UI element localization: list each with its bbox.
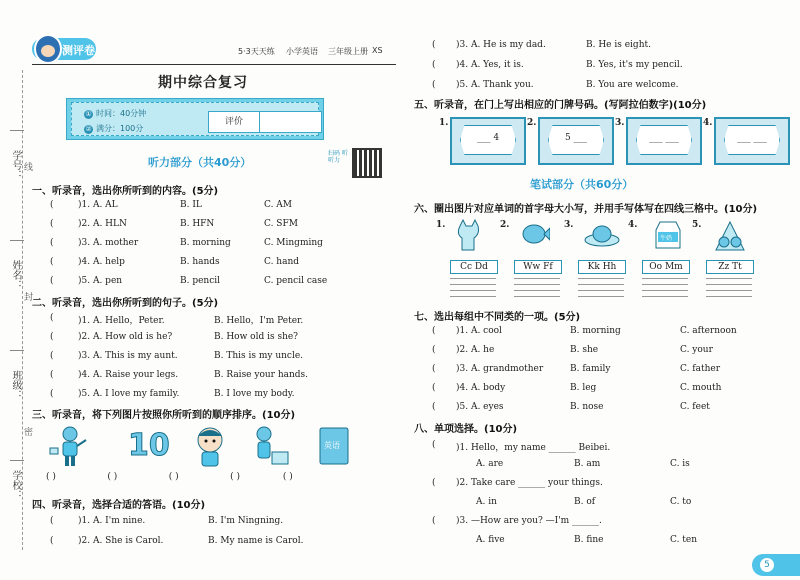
letter-choice[interactable]: Ww Ff bbox=[514, 260, 562, 274]
answer-blank[interactable]: ( bbox=[432, 40, 436, 50]
zoo-animals-icon bbox=[714, 218, 746, 252]
section-1-title: 一、听录音，选出你所听到的内容。(5分) bbox=[32, 186, 219, 197]
option-c: C. father bbox=[680, 364, 721, 374]
option-a: )5. A. pen bbox=[78, 276, 123, 286]
answer-blank[interactable]: ( bbox=[50, 313, 54, 323]
door-number-label: 3. bbox=[615, 118, 625, 128]
option-c: C. feet bbox=[680, 402, 710, 412]
option-c: C. pencil case bbox=[264, 276, 328, 286]
page-number-tab bbox=[752, 554, 800, 576]
question-text: )3. —How are you? —I'm ______. bbox=[456, 516, 602, 526]
option-a: )5. A. I love my family. bbox=[78, 389, 180, 399]
option-a: )3. A. He is my dad. bbox=[456, 40, 546, 50]
picture-number: 3. bbox=[564, 220, 574, 230]
answer-blank[interactable]: ( bbox=[432, 80, 436, 90]
full-score-text: 满分：100分 bbox=[96, 124, 144, 133]
option-c: C. is bbox=[670, 459, 690, 469]
option-b: B. family bbox=[570, 364, 611, 374]
option-c: C. Mingming bbox=[264, 238, 323, 248]
time-row bbox=[84, 108, 146, 119]
answer-blank[interactable]: ( bbox=[432, 326, 436, 336]
answer-blank[interactable]: ( bbox=[432, 383, 436, 393]
binding-gutter bbox=[8, 70, 34, 550]
door-number-text: ___ ___ bbox=[737, 133, 767, 143]
answer-blank[interactable]: ( bbox=[50, 516, 54, 526]
option-a: )4. A. help bbox=[78, 257, 125, 267]
option-a: )4. A. Raise your legs. bbox=[78, 370, 179, 380]
mascot-icon bbox=[34, 34, 62, 64]
picture-number: 1. bbox=[436, 220, 446, 230]
option-a: )3. A. grandmother bbox=[456, 364, 544, 374]
grid-line bbox=[706, 296, 752, 297]
school-line bbox=[10, 460, 24, 461]
option-b: B. nose bbox=[570, 402, 604, 412]
grid-line bbox=[706, 278, 752, 279]
option-b: B. pencil bbox=[180, 276, 221, 286]
door-number-label: 2. bbox=[527, 118, 537, 128]
section-6-title: 六、圈出图片对应单词的首字母大小写，并用手写体写在四线三格中。(10分) bbox=[414, 204, 758, 215]
door-number-label: 1. bbox=[439, 118, 449, 128]
option-b: B. Raise your hands. bbox=[214, 370, 309, 380]
badge-label: 测评卷 bbox=[62, 44, 95, 57]
grid-line bbox=[450, 278, 496, 279]
option-a: )3. A. This is my aunt. bbox=[78, 351, 178, 361]
grid-line bbox=[642, 284, 688, 285]
grid-line bbox=[578, 278, 624, 279]
scan-listen-label: 扫码 听听力 bbox=[328, 150, 348, 164]
picture-number: 4. bbox=[628, 220, 638, 230]
cut-mark-xian: 线 bbox=[24, 163, 34, 173]
answer-blank[interactable]: ( bbox=[50, 370, 54, 380]
grid-line bbox=[642, 290, 688, 291]
subject-label: 小学英语 bbox=[286, 47, 318, 56]
question-text: )2. Take care ______ your things. bbox=[456, 478, 603, 488]
answer-blank[interactable]: ( bbox=[50, 536, 54, 546]
answer-blank[interactable]: ( bbox=[432, 402, 436, 412]
four-line-grid[interactable] bbox=[642, 258, 688, 302]
option-c: C. hand bbox=[264, 257, 300, 267]
option-a: A. are bbox=[476, 459, 504, 469]
door-plate bbox=[527, 117, 614, 165]
option-b: B. You are welcome. bbox=[586, 80, 679, 90]
number-ten-picture: 10 bbox=[128, 428, 170, 463]
answer-blank[interactable]: ( bbox=[50, 351, 54, 361]
section-7-title: 七、选出每组中不同类的一项。(5分) bbox=[414, 312, 581, 323]
four-line-grid[interactable] bbox=[514, 258, 560, 302]
option-a: )1. A. AL bbox=[78, 200, 118, 210]
grid-line bbox=[514, 284, 560, 285]
option-b: B. she bbox=[570, 345, 599, 355]
section-4-title: 四、听录音，选择合适的答语。(10分) bbox=[32, 500, 206, 511]
grid-line bbox=[578, 290, 624, 291]
option-b: B. I'm Ningning. bbox=[208, 516, 284, 526]
option-a: A. in bbox=[476, 497, 497, 507]
answer-blank[interactable]: ( bbox=[432, 478, 436, 488]
door-number-text: ___ ___ bbox=[649, 133, 679, 143]
option-b: B. IL bbox=[180, 200, 202, 210]
student-id-label: 学号： bbox=[10, 150, 21, 180]
order-blanks: ( ) ( ) ( ) ( ) ( ) bbox=[46, 472, 293, 482]
door-number-text: 5 ___ bbox=[564, 133, 588, 143]
answer-blank[interactable]: ( bbox=[50, 238, 54, 248]
section-2-title: 二、听录音，选出你所听到的句子。(5分) bbox=[32, 298, 219, 309]
option-b: B. Yes, it's my pencil. bbox=[586, 60, 683, 70]
option-b: B. morning bbox=[180, 238, 231, 248]
school-label: 学校： bbox=[10, 470, 21, 500]
four-line-grid[interactable] bbox=[578, 258, 624, 302]
section-5-title: 五、听录音，在门上写出相应的门牌号码。(写阿拉伯数字)(10分) bbox=[414, 100, 707, 111]
option-b: B. HFN bbox=[180, 219, 215, 229]
test-badge bbox=[32, 38, 96, 60]
grid-line bbox=[578, 296, 624, 297]
grid-line bbox=[642, 278, 688, 279]
four-line-grid[interactable] bbox=[706, 258, 752, 302]
option-a: )5. A. eyes bbox=[456, 402, 504, 412]
option-b: B. Hello，I'm Peter. bbox=[214, 316, 304, 326]
cat-icon bbox=[454, 218, 482, 252]
option-c: C. AM bbox=[264, 200, 293, 210]
letter-choice[interactable]: Oo Mm bbox=[642, 260, 690, 274]
answer-blank[interactable]: ( bbox=[50, 276, 54, 286]
option-a: )4. A. body bbox=[456, 383, 506, 393]
grid-line bbox=[514, 290, 560, 291]
option-a: )5. A. Thank you. bbox=[456, 80, 534, 90]
option-b: B. I love my body. bbox=[214, 389, 295, 399]
option-b: B. of bbox=[574, 497, 596, 507]
boy-pointing-icon bbox=[48, 424, 92, 468]
grid-line bbox=[642, 296, 688, 297]
door-number-label: 4. bbox=[703, 118, 713, 128]
option-c: C. mouth bbox=[680, 383, 722, 393]
answer-blank[interactable]: ( bbox=[432, 60, 436, 70]
letter-choice[interactable]: Zz Tt bbox=[706, 260, 754, 274]
option-a: )2. A. How old is he? bbox=[78, 332, 173, 342]
grid-line bbox=[706, 284, 752, 285]
option-a: )2. A. he bbox=[456, 345, 495, 355]
class-label: 班级： bbox=[10, 370, 21, 400]
grid-line bbox=[578, 284, 624, 285]
grid-line bbox=[514, 278, 560, 279]
section-3-title: 三、听录音，将下列图片按照你所听到的顺序排序。(10分) bbox=[32, 410, 296, 421]
grid-line bbox=[514, 296, 560, 297]
boy-face-icon bbox=[188, 424, 232, 468]
name-line bbox=[10, 240, 24, 241]
question-text: )1. Hello，my name ______ Beibei. bbox=[456, 443, 611, 453]
answer-blank[interactable]: ( bbox=[50, 332, 54, 342]
time-text: 时间：40分钟 bbox=[96, 109, 147, 118]
grid-line bbox=[450, 284, 496, 285]
option-c: C. afternoon bbox=[680, 326, 737, 336]
option-a: A. five bbox=[476, 535, 505, 545]
option-b: B. morning bbox=[570, 326, 621, 336]
option-c: C. ten bbox=[670, 535, 698, 545]
option-a: )1. A. I'm nine. bbox=[78, 516, 146, 526]
option-a: )1. A. Hello，Peter. bbox=[78, 316, 165, 326]
evaluation-box[interactable] bbox=[208, 111, 322, 133]
option-b: B. leg bbox=[570, 383, 597, 393]
answer-blank[interactable]: ( bbox=[50, 257, 54, 267]
letter-choice[interactable]: Kk Hh bbox=[578, 260, 626, 274]
fish-icon bbox=[520, 218, 550, 252]
option-b: B. am bbox=[574, 459, 601, 469]
option-a: )2. A. HLN bbox=[78, 219, 127, 229]
clock-icon: ① bbox=[85, 110, 92, 118]
picture-number: 2. bbox=[500, 220, 510, 230]
grid-line bbox=[450, 290, 496, 291]
info-inner bbox=[71, 102, 319, 136]
class-line bbox=[10, 350, 24, 351]
letter-choice[interactable]: Cc Dd bbox=[450, 260, 498, 274]
listening-section-header: 听力部分（共40分） bbox=[148, 156, 252, 169]
page-title: 期中综合复习 bbox=[158, 75, 248, 91]
full-score-icon: ② bbox=[85, 125, 92, 133]
boy-with-box-icon bbox=[248, 424, 292, 468]
score-row bbox=[84, 123, 143, 134]
series-label: 5·3天天练 bbox=[238, 47, 275, 56]
option-c: C. to bbox=[670, 497, 692, 507]
name-label: 姓名： bbox=[10, 260, 21, 290]
section-8-title: 八、单项选择。(10分) bbox=[414, 424, 518, 435]
door-plate bbox=[439, 117, 526, 165]
option-a: )2. A. She is Carol. bbox=[78, 536, 164, 546]
cut-mark-feng: 封 bbox=[24, 293, 34, 303]
option-b: B. He is eight. bbox=[586, 40, 651, 50]
option-a: )1. A. cool bbox=[456, 326, 502, 336]
picture-number: 5. bbox=[692, 220, 702, 230]
milk-box-label: 牛奶 bbox=[660, 235, 673, 242]
option-b: B. hands bbox=[180, 257, 220, 267]
info-box bbox=[66, 98, 324, 140]
door-number-text: ___ 4 bbox=[476, 133, 500, 143]
evaluation-label: 评价 bbox=[209, 112, 260, 132]
student-id-line bbox=[10, 130, 24, 131]
edition-label: XS bbox=[372, 46, 383, 55]
answer-blank[interactable]: ( bbox=[432, 516, 436, 526]
grid-line bbox=[706, 290, 752, 291]
option-b: B. How old is she? bbox=[214, 332, 299, 342]
door-plate bbox=[703, 117, 790, 165]
option-b: B. My name is Carol. bbox=[208, 536, 304, 546]
four-line-grid[interactable] bbox=[450, 258, 496, 302]
answer-blank[interactable]: ( bbox=[432, 440, 436, 450]
qr-code-icon[interactable] bbox=[352, 148, 382, 178]
answer-blank[interactable]: ( bbox=[432, 345, 436, 355]
option-a: )4. A. Yes, it is. bbox=[456, 60, 524, 70]
grade-label: 三年级上册 bbox=[328, 47, 368, 56]
grid-line bbox=[450, 296, 496, 297]
door-plate bbox=[615, 117, 702, 165]
option-b: B. This is my uncle. bbox=[214, 351, 304, 361]
answer-blank[interactable]: ( bbox=[50, 219, 54, 229]
option-a: )3. A. mother bbox=[78, 238, 139, 248]
english-book-label: 英语 bbox=[324, 441, 340, 450]
answer-blank[interactable]: ( bbox=[50, 200, 54, 210]
answer-blank[interactable]: ( bbox=[432, 364, 436, 374]
hat-icon bbox=[584, 222, 620, 248]
header-rule bbox=[32, 64, 396, 65]
cut-mark-mi: 密 bbox=[24, 428, 34, 438]
writing-section-header: 笔试部分（共60分） bbox=[530, 178, 634, 191]
page-number: 5 bbox=[760, 558, 774, 572]
option-c: C. your bbox=[680, 345, 713, 355]
option-c: C. SFM bbox=[264, 219, 298, 229]
option-b: B. fine bbox=[574, 535, 604, 545]
answer-blank[interactable]: ( bbox=[50, 389, 54, 399]
